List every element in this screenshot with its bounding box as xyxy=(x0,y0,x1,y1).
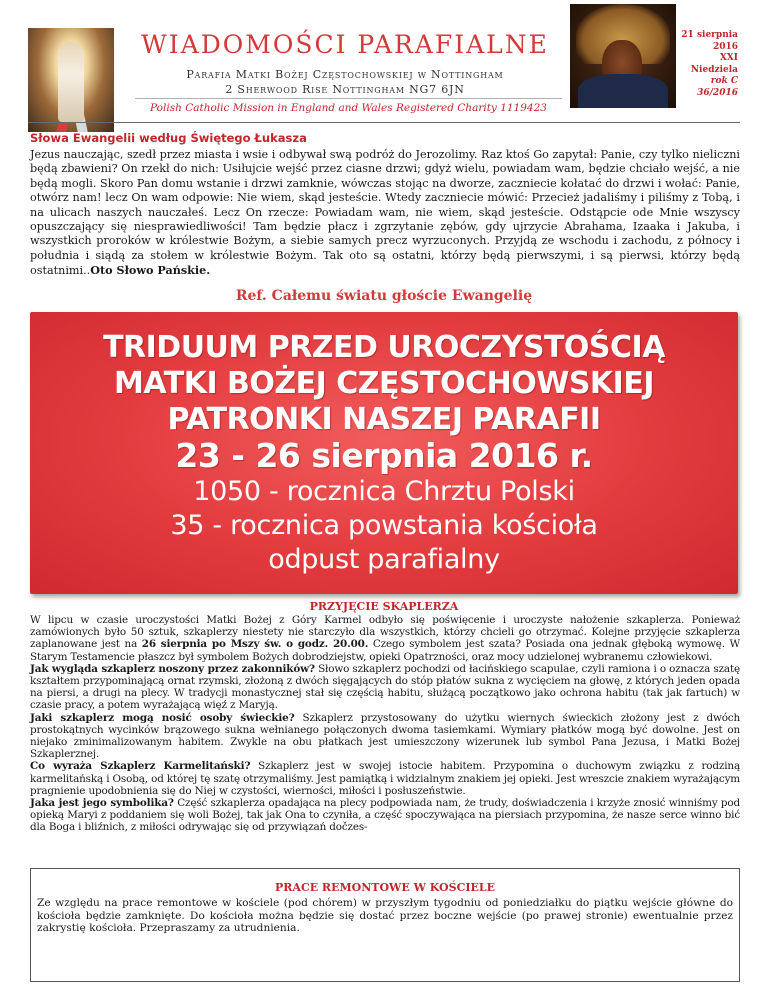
header-divider xyxy=(135,98,562,99)
issue-date: 21 sierpnia xyxy=(681,30,738,40)
banner-dates: 23 - 26 sierpnia 2016 r. xyxy=(175,436,593,475)
black-madonna-icon xyxy=(570,4,676,108)
gospel-heading: Słowa Ewangelii według Świętego Łukasza xyxy=(30,131,307,145)
scapular-paragraph-2: Jak wygląda szkaplerz noszony przez zakonników? Słowo szkaplerz pochodzi od łacińskiego scapulae, czyli ramiona i o oznacza szatę kształtem przypominającą ornat rzymski, złożoną z dwóch sięgających do stóp płatów sukna z wycięciem na głowę, z których jeden opada na piersi, a drugi na plecy. W tradycji monastycznej stał się częścią habitu, służącą początkowo jako ochrona habitu (tak jak fartuch) w czasie pracy, a potem wyrażającą więź z Maryją. xyxy=(30,662,740,712)
banner-line-5: 1050 - rocznica Chrztu Polski xyxy=(193,476,575,507)
banner-line-3: PATRONKI NASZEJ PARAFII xyxy=(167,402,601,437)
newsletter-title: WIADOMOŚCI PARAFIALNE xyxy=(141,30,549,59)
issue-year: 2016 xyxy=(712,41,738,52)
issue-sunday: XXI Niedziela xyxy=(690,53,738,75)
banner-line-6: 35 - rocznica powstania kościoła xyxy=(170,510,598,541)
scapular-paragraph-1: W lipcu w czasie uroczystości Matki Bożej z Góry Karmel odbyło się poświęcenie i uroczyste nałożenie szkaplerza. Ponieważ zamówionych było 50 sztuk, szkaplerzy niestety nie starczyło dla wszystkich, którzy chcieli go otrzymać. Kolejne przyjęcie szkaplerza zaplanowane jest na 26 sierpnia po Mszy św. o godz. 20.00. Czego symbolem jest szata? Posiada ona jednak głęboką wymowę. W Starym Testamencie płaszcz był symbolem Bożych dobrodziejstw, opieki Opatrzności, oraz mocy udzielonej wybranemu człowiekowi. xyxy=(30,614,741,663)
liturgical-year: rok C xyxy=(710,76,738,86)
scapular-paragraph-3: Jaki szkaplerz mogą nosić osoby świeckie? Szkaplerz przystosowany do użytku wiernych świeckich złożony jest z dwóch prostokątnych wycinków brązowego sukna wełnianego połączonych dwoma tasiemkami. Wymiary płatków mogą być dowolne. Jest on niejako zminimalizowanym habitem. Zwykle na obu płatkach jest umieszczony wizerunek lub symbol Pana Jezusa, i Matki Bożej Szkaplerznej. xyxy=(30,711,741,761)
parish-name: Parafia Matki Bożej Częstochowskiej w Nottingham xyxy=(186,68,504,81)
renovation-heading: PRACE REMONTOWE W KOŚCIELE xyxy=(275,881,495,894)
divine-mercy-image xyxy=(28,28,114,132)
renovation-body: Ze względu na prace remontowe w kościele (pod chórem) w przyszłym tygodniu od poniedziałku do piątku wejście główne do kościoła będzie zamknięte. Do kościoła można będzie się dostać przez boczne wejście (po prawej stronie) ewentualnie przez zakrystię kościoła. Przepraszamy za utrudnienia. xyxy=(37,897,733,935)
banner-line-7: odpust parafialny xyxy=(268,544,500,575)
refrain: Ref. Całemu światu głoście Ewangelię xyxy=(235,288,533,304)
banner-line-2: MATKI BOŻEJ CZĘSTOCHOWSKIEJ xyxy=(113,366,654,401)
scapular-paragraph-5: Jaka jest jego symbolika? Część szkaplerza opadająca na plecy podpowiada nam, że trudy, doświadczenia i krzyże znosić winniśmy pod opieką Maryi z poddaniem się woli Bożej, tak jak Ona to czyniła, a część spoczywająca na piersiach przypomina, że nasze serce winno bić dla Boga i bliźnich, z miłości odrywając się od przywiązań dočzes- xyxy=(30,797,740,834)
gospel-closing: Oto Słowo Pańskie. xyxy=(90,263,211,278)
scapular-paragraph-4: Co wyraża Szkaplerz Karmelitański? Szkaplerz jest w swojej istocie habitem. Przypomina o duchowym związku z rodziną karmelitańską i Osobą, od której tę szatę otrzymaliśmy. Jest pamiątką i widzialnym znakiem jej opieki. Jest wreszcie znakiem wyrażającym pragnienie upodobnienia się do Niej w czystości, wierności, miłości i posłuszeństwie. xyxy=(30,760,741,797)
header-bottom-divider xyxy=(28,122,740,123)
issue-number: 36/2016 xyxy=(697,87,738,98)
scapular-date: 26 sierpnia po Mszy św. o godz. 20.00. xyxy=(141,638,369,651)
renovation-notice-box xyxy=(30,868,740,982)
banner-line-1: TRIDUUM PRZED UROCZYSTOŚCIĄ xyxy=(103,330,665,365)
gospel-body xyxy=(30,148,740,279)
issue-date-box xyxy=(680,30,738,99)
scapular-body xyxy=(30,614,740,834)
gospel-text: Jezus nauczając, szedł przez miasta i wsie i odbywał swą podróż do Jerozolimy. Raz ktoś Go zapytał: Panie, czy tylko nieliczni będą zbawieni? On rzekł do nich: Usiłujcie wejść przez ciasne drzwi; gdyż wielu, powiadam wam, będzie chciało wejść, a nie będą mogli. Skoro Pan domu wstanie i drzwi zamknie, wówczas stojąc na dworze, zaczniecie kołatać do drzwi i wołać: Panie, otwórz nam! lecz On wam odpowie: Nie wiem, skąd jesteście. Wtedy zaczniecie mówić: Przecież jadaliśmy i piliśmy z Tobą, i na ulicach naszych nauczałeś. Lecz On rzecze: Powiadam wam, nie wiem, skąd jesteście. Odstąpcie ode Mnie wszyscy opuszczający się niesprawiedliwości! Tam będzie płacz i zgrzytanie zębów, gdy ujrzycie Abrahama, Izaaka i Jakuba, i wszystkich proroków w królestwie Bożym, a siebie samych precz wyrzuconych. Przyjdą ze wschodu i zachodu, z północy i południa i siądą za stołem w królestwie Bożym. Tak oto są ostatni, którzy będą pierwszymi, i są pierwsi, którzy będą ostatnimi.. xyxy=(30,148,740,278)
scapular-heading: PRZYJĘCIE SKAPLERZA xyxy=(309,600,459,613)
parish-address: 2 Sherwood Rise Nottingham NG7 6JN xyxy=(225,83,465,96)
triduum-banner xyxy=(30,312,738,594)
charity-line: Polish Catholic Mission in England and Wales Registered Charity 1119423 xyxy=(150,102,547,114)
